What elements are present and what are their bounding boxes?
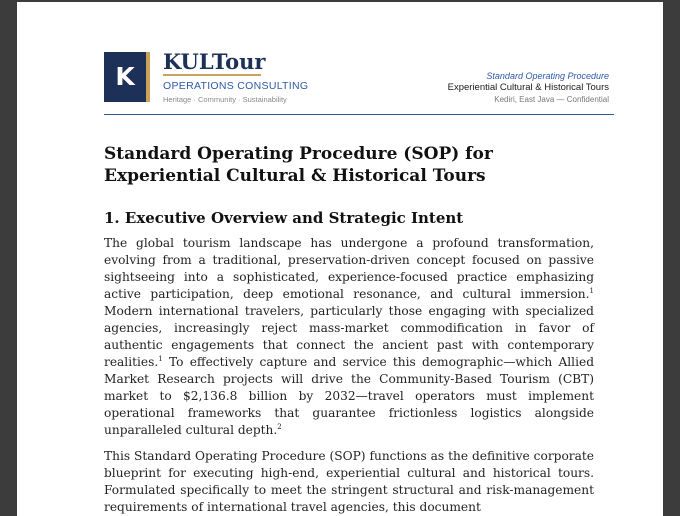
header-document-info <box>448 71 609 105</box>
header-divider <box>104 114 614 115</box>
paragraph-text: To effectively capture and service this demographic—which Allied Market Research projects will drive the Community-Based Tourism (CBT) market to $2,136.8 billion by 2032—travel operators must implement operational frameworks that guarantee frictionless logistics alongside unparalleled cultural depth. <box>104 355 594 437</box>
document-title: Standard Operating Procedure (SOP) for Experiential Cultural & Historical Tours <box>104 144 493 186</box>
document-page <box>17 2 663 516</box>
brand-underline <box>163 74 261 76</box>
footnote-ref[interactable]: 2 <box>277 423 282 431</box>
body-paragraph <box>104 235 594 439</box>
paragraph-text: The global tourism landscape has undergone a profound transformation, evolving from a traditional, preservation-driven concept focused on passive sightseeing into a sophisticated, experience-focused practice emphasizing active participation, deep emotional resonance, and cultural immersion. <box>104 236 594 301</box>
company-logo-mark <box>104 52 150 102</box>
header-doc-title: Experiential Cultural & Historical Tours <box>447 82 609 93</box>
footnote-ref[interactable]: 1 <box>589 287 594 295</box>
brand-subtitle: OPERATIONS CONSULTING <box>163 80 309 92</box>
header-doc-type: Standard Operating Procedure <box>486 71 609 81</box>
paragraph-text: Modern international travelers, particularly those engaging with specialized agencies, increasingly reject mass-market commodification in favor of authentic engagements that connect the ancient past with contemporary realities. <box>104 304 594 369</box>
section-heading: 1. Executive Overview and Strategic Intent <box>104 209 464 227</box>
logo-letter: K <box>115 62 135 91</box>
brand-tagline: Heritage · Community · Sustainability <box>163 95 287 104</box>
body-paragraph: This Standard Operating Procedure (SOP) functions as the definitive corporate blueprint for executing high-end, experiential cultural and historical tours. Formulated specifically to meet the stringent structural and risk-management requirements of international travel agencies, this document <box>104 449 594 514</box>
brand-name: KULTour <box>163 49 266 74</box>
header-location: Kediri, East Java — Confidential <box>494 95 609 104</box>
footnote-ref[interactable]: 1 <box>158 355 163 363</box>
